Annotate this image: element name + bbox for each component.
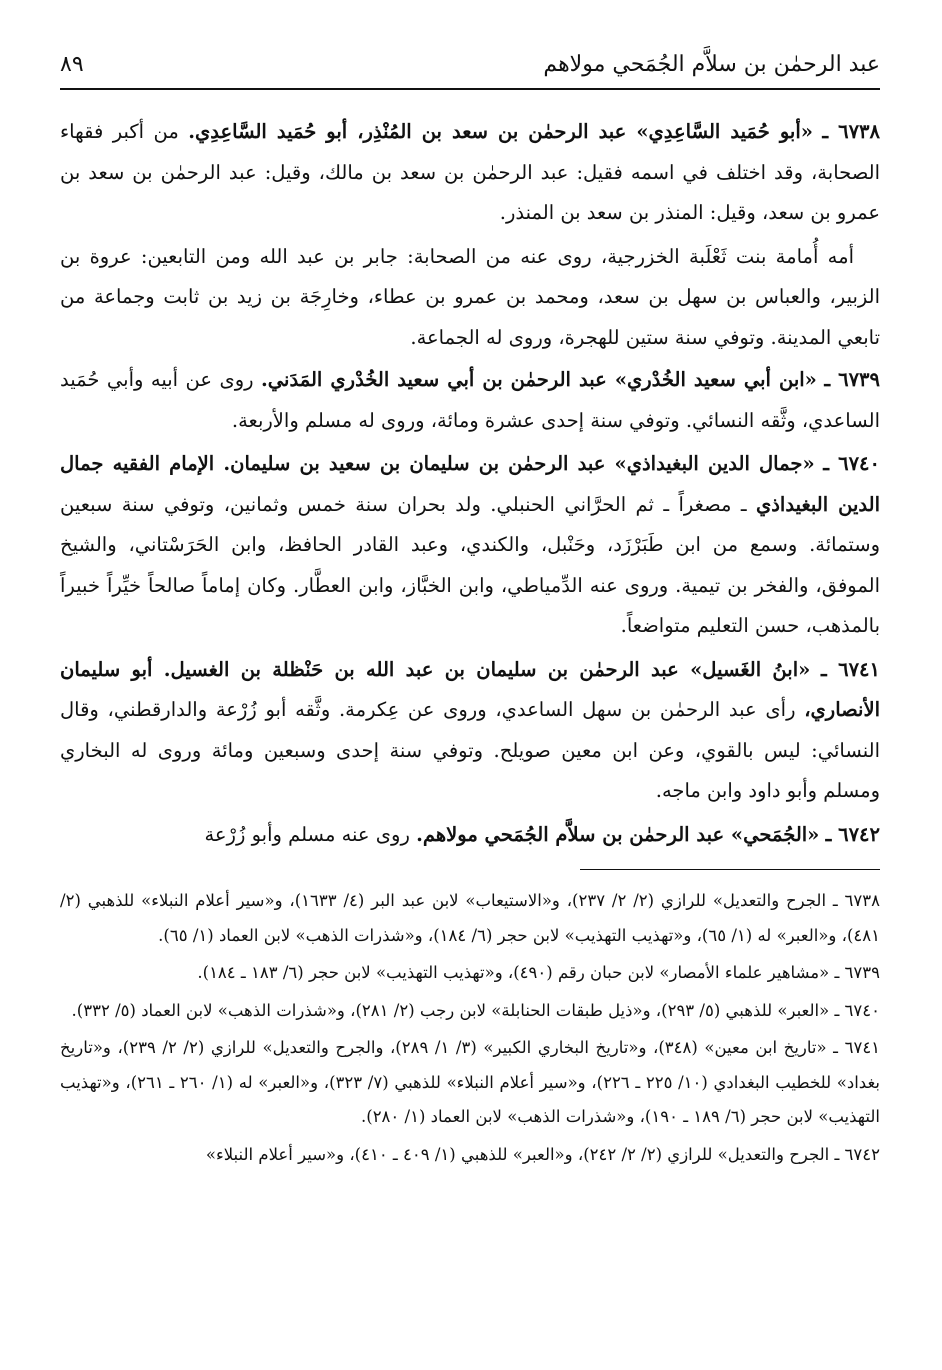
footnote: ٦٧٤١ ـ «تاريخ ابن معين» (٣٤٨)، و«تاريخ البخاري الكبير» (٣/ ١/ ٢٨٩)، والجرح والتعديل» للرازي (٢/ ٢/ ٢٣٩)، و«تاريخ بغداد» للخطيب البغدادي (١٠/ ٢٢٥ ـ ٢٢٦)، و«سير أعلام النبلاء» للذهبي (٧/ ٣٢٣)، و«العبر» له (١/ ٢٦٠ ـ ٢٦١)، و«تهذيب التهذيب» لابن حجر (٦/ ١٨٩ ـ ١٩٠)، و«شذرات الذهب» لابن العماد (١/ ٢٨٠).: [60, 1038, 881, 1126]
entry-number: ٦٧٤٢ ـ: [825, 822, 880, 846]
entry-number: ٦٧٣٨ ـ: [822, 120, 881, 143]
page-number: ٨٩: [60, 52, 84, 77]
entry-heading: «جمال الدين البغيداذي» عبد الرحمٰن بن سليمان بن سعيد بن سليمان. الإمام الفقيه جمال الدين البغيداذي: [60, 452, 880, 516]
entry-heading: «ابن أبي سعيد الخُدْري» عبد الرحمٰن بن أبي سعيد الخُدْري المَدَني.: [261, 368, 817, 391]
footnote-separator: [580, 869, 880, 870]
entry-heading: «الجُمَحي» عبد الرحمٰن بن سلاَّم الجُمَحي مولاهم.: [416, 822, 820, 846]
main-text: [60, 112, 880, 855]
footnotes: [60, 884, 880, 1172]
entry-body: رأى عبد الرحمٰن بن سهل الساعدي، وروى عن عِكرمة. وثَّقه أبو زُرْعة والدارقطني، وقال النسائي: ليس بالقوي، وعن ابن معين صويلح. وتوفي سنة إحدى وسبعين ومائة وروى له البخاري ومسلم وأبو داود وابن ماجه.: [60, 698, 880, 802]
footnote: ٦٧٤٢ ـ الجرح والتعديل» للرازي (٢/ ٢/ ٢٤٢)، و«العبر» للذهبي (١/ ٤٠٩ ـ ٤١٠)، و«سير أعلام النبلاء»: [205, 1144, 880, 1164]
book-page: [60, 48, 880, 1350]
entry-body: ـ مصغراً ـ ثم الحرَّاني الحنبلي. ولد بحران سنة خمس وثمانين، وتوفي سنة سبعين وستمائة. وسمع من ابن طَبَرْزَد، وحَنْبل، والكندي، وعبد القادر الحافظ، وابن الحَرَسْتاني، والشيخ الموفق، والفخر بن تيمية. وروى عنه الدِّمياطي، وابن الخبَّاز، وابن العطَّار. وكان إماماً صالحاً خيِّراً خبيراً بالمذهب، حسن التعليم متواضعاً.: [60, 492, 880, 637]
entry-number: ٦٧٤١ ـ: [821, 657, 880, 681]
entry-paragraph: أمه أُمامة بنت ثَعْلَبة الخزرجية، روى عنه من الصحابة: جابر بن عبد الله ومن التابعين: عروة بن الزبير، والعباس بن سهل بن سعد، ومحمد بن عمرو بن عطاء، وخارِجَة بن زيد بن ثابت وجماعة من تابعي المدينة. وتوفي سنة ستين للهجرة، وروى له الجماعة.: [60, 244, 880, 349]
entry-heading: «ابنُ الغَسيل» عبد الرحمٰن بن سليمان بن عبد الله بن حَنْظلة بن الغسيل. أبو سليمان الأنصاري،: [60, 657, 881, 721]
footnote: ٦٧٤٠ ـ «العبر» للذهبي (٥/ ٢٩٣)، و«ذيل طبقات الحنابلة» لابن رجب (٢/ ٢٨١)، و«شذرات الذهب» لابن العماد (٥/ ٣٣٢).: [71, 1000, 880, 1020]
entry-body: روى عن أبيه وأبي حُمَيد الساعدي، وثَّقه النسائي. وتوفي سنة إحدى عشرة ومائة، وروى له مسلم والأربعة.: [60, 368, 880, 432]
biography-entry: [60, 360, 880, 441]
biography-entry: [60, 650, 880, 812]
footnote: ٦٧٣٨ ـ الجرح والتعديل» للرازي (٢/ ٢/ ٢٣٧)، و«الاستيعاب» لابن عبد البر (٤/ ١٦٣٣)، و«سير أعلام النبلاء» للذهبي (٢/ ٤٨١)، و«العبر» له (١/ ٦٥)، و«تهذيب التهذيب» لابن حجر (٦/ ١٨٤)، و«شذرات الذهب» لابن العماد (١/ ٦٥).: [60, 891, 880, 945]
running-header: [60, 48, 880, 90]
entry-number: ٦٧٣٩ ـ: [824, 368, 880, 391]
biography-entry: [60, 444, 880, 647]
entry-number: ٦٧٤٠ ـ: [823, 452, 880, 475]
entry-heading: «أبو حُمَيد السَّاعِدِي» عبد الرحمٰن بن سعد بن المُنْذِر، أبو حُمَيد السَّاعِدِي.: [188, 120, 813, 143]
biography-entry: [60, 112, 880, 234]
running-title: عبد الرحمٰن بن سلاَّم الجُمَحي مولاهم: [543, 52, 880, 77]
footnote: ٦٧٣٩ ـ «مشاهير علماء الأمصار» لابن حبان رقم (٤٩٠)، و«تهذيب التهذيب» لابن حجر (٦/ ١٨٣ ـ ١٨٤).: [197, 963, 880, 982]
entry-body: من أكبر فقهاء الصحابة، وقد اختلف في اسمه فقيل: عبد الرحمٰن بن سعد بن مالك، وقيل: عبد الرحمٰن بن سعد بن عمرو بن سعد، وقيل: المنذر بن سعد بن المنذر.: [60, 120, 880, 224]
entry-body: روى عنه مسلم وأبو زُرْعة: [204, 822, 410, 846]
biography-entry: [60, 815, 880, 856]
